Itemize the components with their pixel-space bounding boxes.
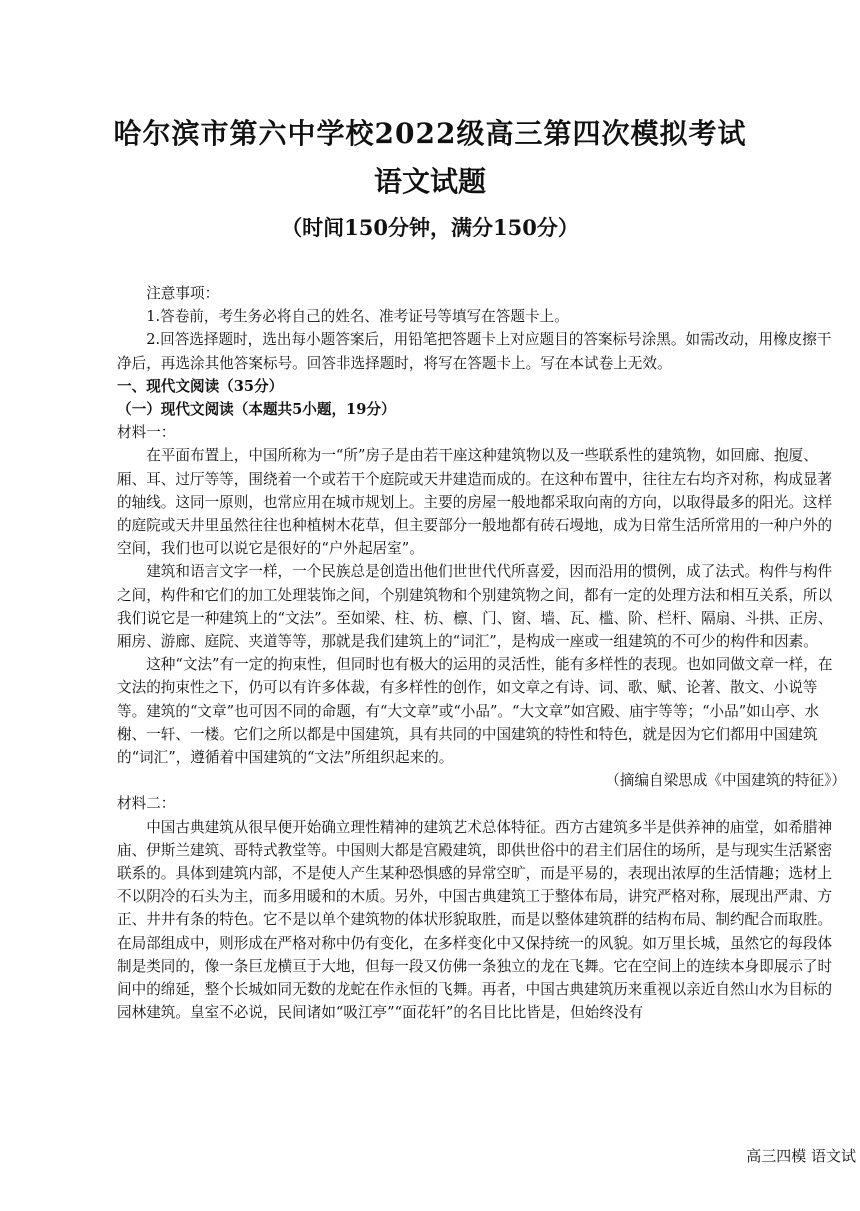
- exam-title: 哈尔滨市第六中学校2022级高三第四次模拟考试: [113, 117, 747, 150]
- subsection-heading: （一）现代文阅读（本题共5小题，19分）: [117, 401, 396, 419]
- material-1-paragraph-2: 建筑和语言文字一样，一个民族总是创造出他们世世代代所喜爱，因而沿用的惯例，成了法式。构件与构件之间，构件和它们的加工处理装饰之间，个别建筑物和个别建筑物之间，都有一定的处理方法和相互关系，所以我们说它是一种建筑上的“文法”。至如梁、柱、枋、檩、门、窗、墙、瓦、槛、阶、栏杆、隔扇、斗拱、正房、厢房、游廊、庭院、夹道等等，那就是我们建筑上的“词汇”，是构成一座或一组建筑的不可少的构件和因素。: [117, 563, 833, 651]
- notice-item-1: 1.答卷前，考生务必将自己的姓名、准考证号等填写在答题卡上。: [146, 308, 569, 326]
- notice-item-2: 2.回答选择题时，选出每小题答案后，用铅笔把答题卡上对应题目的答案标号涂黑。如需改动，用橡皮擦干净后，再选涂其他答案标号。回答非选择题时，将写在答题卡上。写在本试卷上无效。: [117, 331, 832, 372]
- material-1-source: （摘编自梁思成《中国建筑的特征》）: [605, 772, 846, 790]
- material-1-paragraph-1: 在平面布置上，中国所称为一“所”房子是由若干座这种建筑物以及一些联系性的建筑物，如回廊、抱厦、厢、耳、过厅等等，围绕着一个或若干个庭院或天井建造而成的。在这种布置中，往往左右均齐对称，构成显著的轴线。这同一原则，也常应用在城市规划上。主要的房屋一般地都采取向南的方向，以取得最多的阳光。这样的庭院或天井里虽然往往也种植树木花草，但主要部分一般地都有砖石墁地，成为日常生活所常用的一种户外的空间，我们也可以说它是很好的“户外起居室”。: [117, 447, 833, 558]
- page-footer: 高三四模 语文试: [746, 1147, 856, 1165]
- material-1-label: 材料一：: [117, 424, 176, 442]
- section-heading: 一、现代文阅读（35分）: [117, 377, 284, 395]
- exam-subject: 语文试题: [373, 165, 486, 198]
- material-2-label: 材料二：: [117, 795, 176, 813]
- notice-heading: 注意事项：: [146, 285, 220, 302]
- material-1-paragraph-3: 这种“文法”有一定的拘束性，但同时也有极大的运用的灵活性，能有多样性的表现。也如同做文章一样，在文法的拘束性之下，仍可以有许多体裁，有多样性的创作，如文章之有诗、词、歌、赋、论著、散文、小说等等。建筑的“文章”也可因不同的命题，有“大文章”或“小品”。“大文章”如宫殿、庙宇等等；“小品”如山亭、水榭、一轩、一楼。它们之所以都是中国建筑，具有共同的中国建筑的特性和特色，就是因为它们都用中国建筑的“词汇”，遵循着中国建筑的“文法”所组织起来的。: [117, 656, 833, 767]
- exam-body: [117, 282, 846, 1025]
- material-2-paragraph-1: 中国古典建筑从很早便开始确立理性精神的建筑艺术总体特征。西方古建筑多半是供养神的庙堂，如希腊神庙、伊斯兰建筑、哥特式教堂等。中国则大都是宫殿建筑，即供世俗中的君主们居住的场所，是与现实生活紧密联系的。具体到建筑内部，不是使人产生某种恐惧感的异常空旷，而是平易的，表现出浓厚的生活情趣；选材上不以阴冷的石头为主，而多用暖和的木质。另外，中国古典建筑工于整体布局，讲究严格对称，展现出严肃、方正、井井有条的特色。它不是以单个建筑物的体状形貌取胜，而是以整体建筑群的结构布局、制约配合而取胜。在局部组成中，则形成在严格对称中仍有变化，在多样变化中又保持统一的风貌。如万里长城，虽然它的每段体制是类同的，像一条巨龙横亘于大地，但每一段又仿佛一条独立的龙在飞舞。它在空间上的连续本身即展示了时间中的绵延，整个长城如同无数的龙蛇在作永恒的飞舞。再者，中国古典建筑历来重视以亲近自然山水为目标的园林建筑。皇室不必说，民间诸如“吸江亭”“面花轩”的名目比比皆是，但始终没有: [117, 818, 833, 1022]
- exam-time-info: （时间150分钟，满分150分）: [281, 215, 579, 240]
